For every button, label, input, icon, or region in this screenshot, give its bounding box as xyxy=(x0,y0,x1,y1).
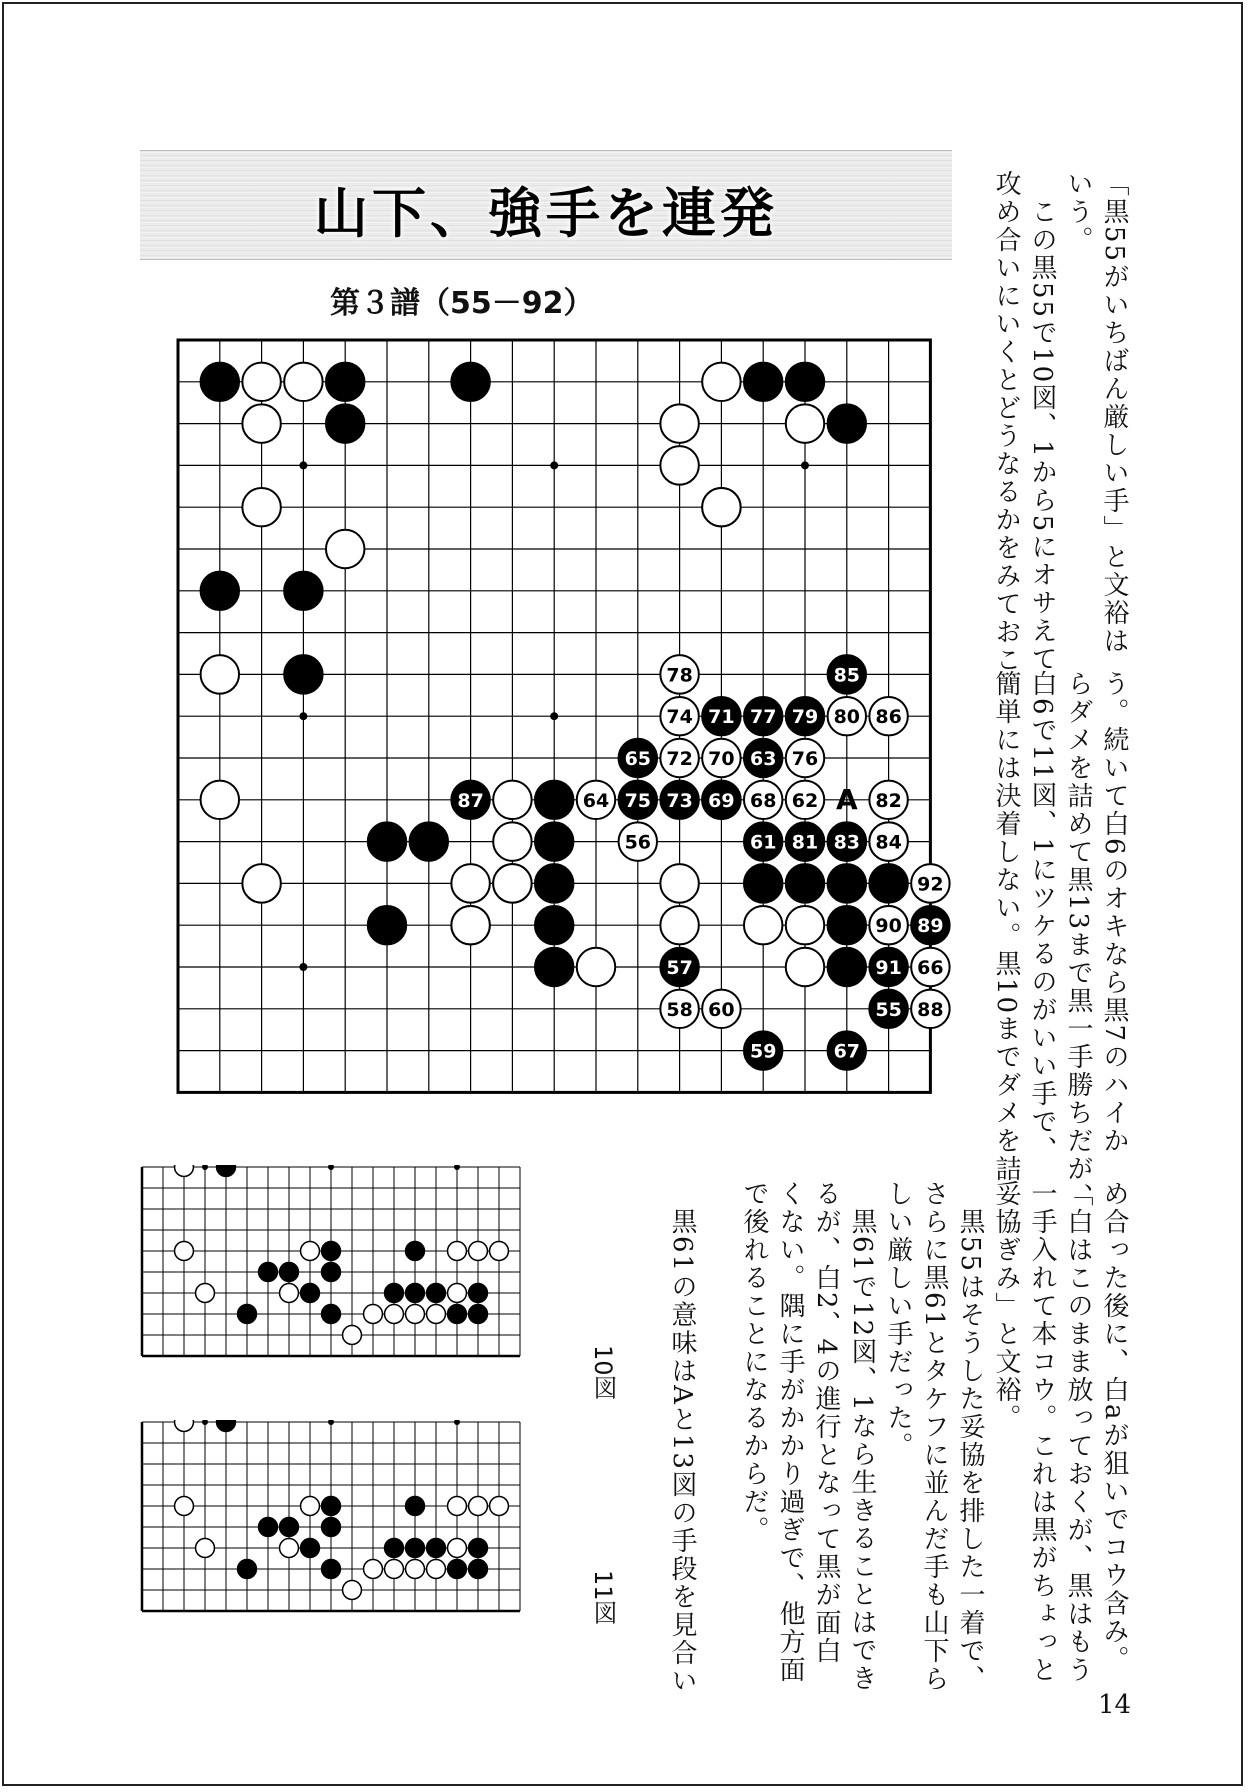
move-number: 56 xyxy=(624,831,652,854)
white-stone xyxy=(406,1560,425,1579)
white-stone xyxy=(744,906,782,944)
black-stone xyxy=(828,404,866,442)
move-number: 71 xyxy=(708,706,735,729)
text-column: 攻め合いにいくとどうなるかをみておこ xyxy=(991,170,1021,674)
black-stone xyxy=(201,572,239,610)
white-stone xyxy=(702,363,740,401)
black-stone xyxy=(535,822,573,860)
move-number: 68 xyxy=(749,789,777,812)
black-stone xyxy=(284,655,322,693)
white-stone xyxy=(786,404,824,442)
white-stone xyxy=(448,1539,467,1558)
white-stone xyxy=(577,948,615,986)
move-number: 66 xyxy=(917,957,944,979)
black-stone xyxy=(284,572,322,610)
white-stone xyxy=(427,1305,446,1324)
white-stone xyxy=(469,1242,488,1261)
white-stone xyxy=(242,363,280,401)
move-number: 69 xyxy=(708,789,735,812)
black-stone xyxy=(322,1497,341,1516)
black-stone xyxy=(828,864,866,902)
move-number: 62 xyxy=(791,789,819,812)
text-column: らダメを詰めて黒13まで黒一手勝ちだが、 xyxy=(1063,670,1093,1212)
white-stone xyxy=(326,530,364,568)
star-point xyxy=(328,1420,334,1425)
white-stone xyxy=(406,1305,425,1324)
move-number: 87 xyxy=(457,789,484,812)
black-stone xyxy=(535,906,573,944)
white-stone xyxy=(493,864,531,902)
black-stone xyxy=(869,864,907,902)
move-number: 65 xyxy=(624,748,652,770)
text-column: 一手入れて本コウ。これは黒がちょっと xyxy=(1027,1180,1057,1684)
text-column: さらに黒61とタケフに並んだ手も山下ら xyxy=(919,1180,949,1694)
white-stone xyxy=(660,906,698,944)
white-stone xyxy=(196,1539,215,1558)
move-number: 74 xyxy=(666,706,693,729)
white-stone xyxy=(175,1420,194,1431)
text-column: 「黒55がいちばん厳しい手」と文裕は xyxy=(1099,170,1129,656)
white-stone xyxy=(364,1560,383,1579)
white-stone xyxy=(490,1242,509,1261)
black-stone xyxy=(744,363,782,401)
text-column: 簡単には決着しない。黒10までダメを詰 xyxy=(991,670,1021,1184)
black-stone xyxy=(469,1560,488,1579)
black-stone xyxy=(385,1284,404,1303)
black-stone xyxy=(828,948,866,986)
white-stone xyxy=(175,1165,194,1176)
text-column: う。続いて白6のオキなら黒7のハイか xyxy=(1099,670,1129,1156)
go-board xyxy=(0,0,960,1120)
move-number: 55 xyxy=(875,998,902,1021)
black-stone xyxy=(238,1305,257,1324)
black-stone xyxy=(427,1539,446,1558)
star-point xyxy=(550,712,558,720)
black-stone xyxy=(238,1560,257,1579)
white-stone xyxy=(385,1305,404,1324)
white-stone xyxy=(242,864,280,902)
point-a-marker: A xyxy=(835,782,858,816)
move-number: 86 xyxy=(875,706,902,729)
move-number: 89 xyxy=(917,915,944,938)
white-stone xyxy=(301,1242,320,1261)
text-column: くない。隅に手がかかり過ぎで、他方面 xyxy=(775,1180,805,1684)
black-stone xyxy=(406,1284,425,1303)
black-stone xyxy=(410,822,448,860)
white-stone xyxy=(343,1326,362,1345)
text-column: この黒55で10図、1から5にオサえて xyxy=(1027,170,1057,674)
black-stone xyxy=(368,906,406,944)
white-stone xyxy=(175,1242,194,1261)
white-stone xyxy=(175,1497,194,1516)
text-column: 黒61で12図、1なら生きることはでき xyxy=(847,1180,877,1693)
black-stone xyxy=(322,1518,341,1537)
white-stone xyxy=(280,1284,299,1303)
move-number: 73 xyxy=(666,789,693,812)
black-stone xyxy=(326,363,364,401)
black-stone xyxy=(406,1242,425,1261)
kifu-subtitle: 第３譜（55－92） xyxy=(330,286,594,321)
black-stone xyxy=(535,864,573,902)
move-number: 75 xyxy=(624,789,652,812)
text-column: 黒61の意味はAと13図の手段を見合い xyxy=(667,1180,697,1695)
star-point xyxy=(202,1165,208,1170)
white-stone xyxy=(242,404,280,442)
white-stone xyxy=(493,822,531,860)
black-stone xyxy=(535,781,573,819)
text-column: しい厳しい手だった。 xyxy=(883,1180,913,1460)
black-stone xyxy=(322,1305,341,1324)
text-column: 「白はこのまま放っておくが、黒はもう xyxy=(1063,1180,1093,1684)
text-column: るが、白2、4の進行となって黒が面白 xyxy=(811,1180,841,1666)
move-number: 92 xyxy=(917,873,944,896)
move-number: 81 xyxy=(791,831,819,854)
figure-10-label: 10図 xyxy=(589,1345,617,1400)
move-number: 61 xyxy=(749,831,777,854)
move-number: 63 xyxy=(749,748,777,770)
black-stone xyxy=(217,1420,236,1431)
white-stone xyxy=(301,1497,320,1516)
black-stone xyxy=(427,1284,446,1303)
white-stone xyxy=(201,781,239,819)
black-stone xyxy=(201,363,239,401)
move-number: 84 xyxy=(875,831,902,854)
star-point xyxy=(801,461,809,469)
black-stone xyxy=(786,864,824,902)
star-point xyxy=(454,1165,460,1170)
move-number: 76 xyxy=(791,748,819,770)
black-stone xyxy=(322,1263,341,1282)
black-stone xyxy=(322,1560,341,1579)
white-stone xyxy=(469,1497,488,1516)
black-stone xyxy=(259,1518,278,1537)
black-stone xyxy=(301,1284,320,1303)
move-number: 70 xyxy=(708,748,735,770)
white-stone xyxy=(448,1242,467,1261)
white-stone xyxy=(201,655,239,693)
figure-11-label: 11図 xyxy=(589,1570,617,1625)
white-stone xyxy=(702,488,740,526)
black-stone xyxy=(535,948,573,986)
star-point xyxy=(328,1165,334,1170)
text-column: め合った後に、白aが狙いでコウ含み。 xyxy=(1099,1180,1129,1674)
black-stone xyxy=(322,1242,341,1261)
black-stone xyxy=(469,1539,488,1558)
star-point xyxy=(299,712,307,720)
page-title: 山下、強手を連発 xyxy=(314,182,778,245)
move-number: 78 xyxy=(666,664,693,687)
black-stone xyxy=(280,1263,299,1282)
black-stone xyxy=(368,822,406,860)
text-column: 黒55はそうした妥協を排した一着で、 xyxy=(955,1180,985,1694)
black-stone xyxy=(385,1539,404,1558)
diagram-10 xyxy=(140,1165,590,1395)
white-stone xyxy=(660,864,698,902)
white-stone xyxy=(196,1284,215,1303)
black-stone xyxy=(786,363,824,401)
white-stone xyxy=(242,488,280,526)
black-stone xyxy=(451,363,489,401)
black-stone xyxy=(448,1305,467,1324)
diagram-11 xyxy=(140,1420,590,1650)
black-stone xyxy=(259,1263,278,1282)
white-stone xyxy=(660,404,698,442)
move-number: 88 xyxy=(917,998,944,1021)
move-number: 90 xyxy=(875,915,902,938)
move-number: 85 xyxy=(833,664,861,687)
star-point xyxy=(454,1420,460,1425)
black-stone xyxy=(301,1539,320,1558)
white-stone xyxy=(451,864,489,902)
white-stone xyxy=(364,1305,383,1324)
move-number: 83 xyxy=(833,831,861,854)
page-number: 14 xyxy=(1098,1690,1132,1720)
star-point xyxy=(299,963,307,971)
white-stone xyxy=(280,1539,299,1558)
white-stone xyxy=(448,1284,467,1303)
black-stone xyxy=(469,1284,488,1303)
star-point xyxy=(299,461,307,469)
black-stone xyxy=(406,1497,425,1516)
white-stone xyxy=(490,1497,509,1516)
white-stone xyxy=(284,363,322,401)
star-point xyxy=(550,461,558,469)
move-number: 58 xyxy=(666,998,693,1021)
black-stone xyxy=(448,1560,467,1579)
white-stone xyxy=(385,1560,404,1579)
white-stone xyxy=(786,948,824,986)
star-point xyxy=(202,1420,208,1425)
white-stone xyxy=(427,1560,446,1579)
black-stone xyxy=(280,1518,299,1537)
move-number: 77 xyxy=(749,706,777,729)
white-stone xyxy=(660,446,698,484)
move-number: 80 xyxy=(833,706,861,729)
move-number: 82 xyxy=(875,789,902,812)
move-number: 67 xyxy=(833,1040,861,1063)
black-stone xyxy=(326,404,364,442)
black-stone xyxy=(744,864,782,902)
move-number: 91 xyxy=(875,957,902,979)
text-column: で後れることになるからだ。 xyxy=(739,1180,769,1544)
white-stone xyxy=(786,906,824,944)
text-column: 白6で11図、1にツケるのがいい手で、 xyxy=(1027,670,1057,1165)
move-number: 72 xyxy=(666,748,693,770)
black-stone xyxy=(217,1165,236,1176)
move-number: 57 xyxy=(666,957,693,979)
black-stone xyxy=(828,906,866,944)
text-column: 妥協ぎみ」と文裕。 xyxy=(991,1180,1021,1432)
move-number: 64 xyxy=(582,789,610,812)
white-stone xyxy=(451,906,489,944)
move-number: 60 xyxy=(708,998,735,1021)
black-stone xyxy=(406,1539,425,1558)
move-number: 79 xyxy=(791,706,819,729)
move-number: 59 xyxy=(749,1040,777,1063)
white-stone xyxy=(448,1497,467,1516)
text-column: いう。 xyxy=(1063,170,1093,254)
white-stone xyxy=(343,1581,362,1600)
white-stone xyxy=(493,781,531,819)
black-stone xyxy=(469,1305,488,1324)
